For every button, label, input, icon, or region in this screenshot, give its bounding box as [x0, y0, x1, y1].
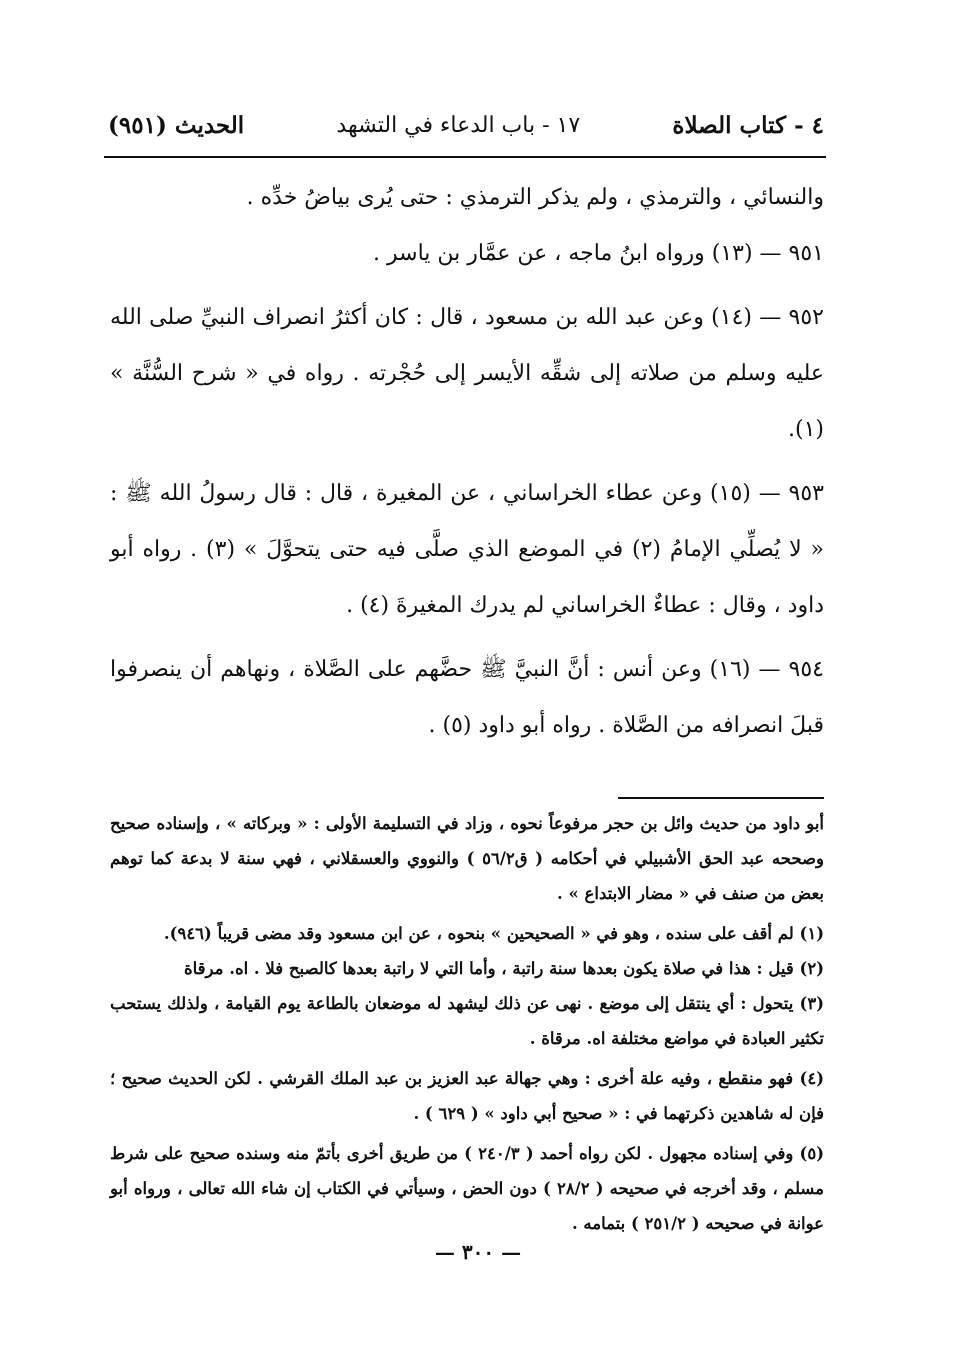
footnote-continued: أبو داود من حديث وائل بن حجر مرفوعاً نحوه ، وزاد في التسليمة الأولى : « وبركاته » ، وإسناده صحيح وصححه عبد الحق الأشبيلي في أحكامه ( ق٥٦/٢ ) والنووي والعسقلاني ، فهي سنة لا بدعة كما توهم بعض من صنف في « مضار الابتداع » .: [110, 814, 824, 903]
footnote-1: (١) لم أقف على سنده ، وهو في « الصحيحين » بنحوه ، عن ابن مسعود وقد مضى قريباً (٩٤٦).: [163, 924, 824, 943]
footnote-4: (٤) فهو منقطع ، وفيه علة أخرى : وهي جهالة عبد العزيز بن عبد الملك القرشي . لكن الحديث صحيح ؛ فإن له شاهدين ذكرتهما في : « صحيح أبي داود » ( ٦٢٩ ) .: [110, 1069, 824, 1123]
hadith-953: ٩٥٣ — (١٥) وعن عطاء الخراساني ، عن المغيرة ، قال : قال رسولُ الله ﷺ : « لا يُصلِّي الإمامُ (٢) في الموضع الذي صلَّى فيه حتى يتحوَّلَ » (٣) . رواه أبو داود ، وقال : عطاءٌ الخراساني لم يدرك المغيرةَ (٤) .: [110, 481, 824, 618]
header-divider: [104, 156, 826, 158]
footnote-divider: [618, 797, 824, 799]
footnote-3: (٣) يتحول : أي ينتقل إلى موضع . نهى عن ذلك ليشهد له موضعان بالطاعة يوم القيامة ، ولذلك يستحب تكثير العبادة في مواضع مختلفة اه. مرقاة .: [110, 994, 824, 1048]
page-number: — ٣٠٠ —: [434, 1240, 522, 1264]
header-book-title: ٤ - كتاب الصلاة: [672, 111, 824, 139]
hadith-954: ٩٥٤ — (١٦) وعن أنس : أنَّ النبيَّ ﷺ حضَّهم على الصَّلاة ، ونهاهم أن ينصرفوا قبلَ انصرافه من الصَّلاة . رواه أبو داود (٥) .: [110, 657, 824, 738]
footnote-2: (٢) قيل : هذا في صلاة يكون بعدها سنة راتبة ، وأما التي لا راتبة بعدها كالصبح فلا . اه. مرقاة: [183, 959, 824, 978]
footnotes: [110, 806, 824, 1241]
running-header: [108, 98, 824, 152]
header-hadith-number: الحديث (٩٥١): [108, 111, 245, 139]
hadith-952: ٩٥٢ — (١٤) وعن عبد الله بن مسعود ، قال : كان أكثرُ انصراف النبيِّ صلى الله عليه وسلم من صلاته إلى شقِّه الأيسر إلى حُجْرته . رواه في « شرح السُّنَّة » (١).: [110, 305, 824, 442]
main-text: [110, 170, 824, 754]
hadith-951: ٩٥١ — (١٣) ورواه ابنُ ماجه ، عن عمَّار بن ياسر .: [373, 241, 824, 266]
body-paragraph: والنسائي ، والترمذي ، ولم يذكر الترمذي : حتى يُرى بياضُ خدِّه .: [246, 185, 824, 210]
header-chapter-title: ١٧ - باب الدعاء في التشهد: [336, 112, 581, 138]
footnote-5: (٥) وفي إسناده مجهول . لكن رواه أحمد ( ٢٤٠/٣ ) من طريق أخرى بأتمّ منه وسنده صحيح على شرط مسلم ، وقد أخرجه في صحيحه ( ٢٨/٢ ) دون الحض ، وسيأتي في الكتاب إن شاء الله تعالى ، ورواه أبو عوانة في صحيحه ( ٢٥١/٢ ) بتمامه .: [110, 1144, 825, 1233]
